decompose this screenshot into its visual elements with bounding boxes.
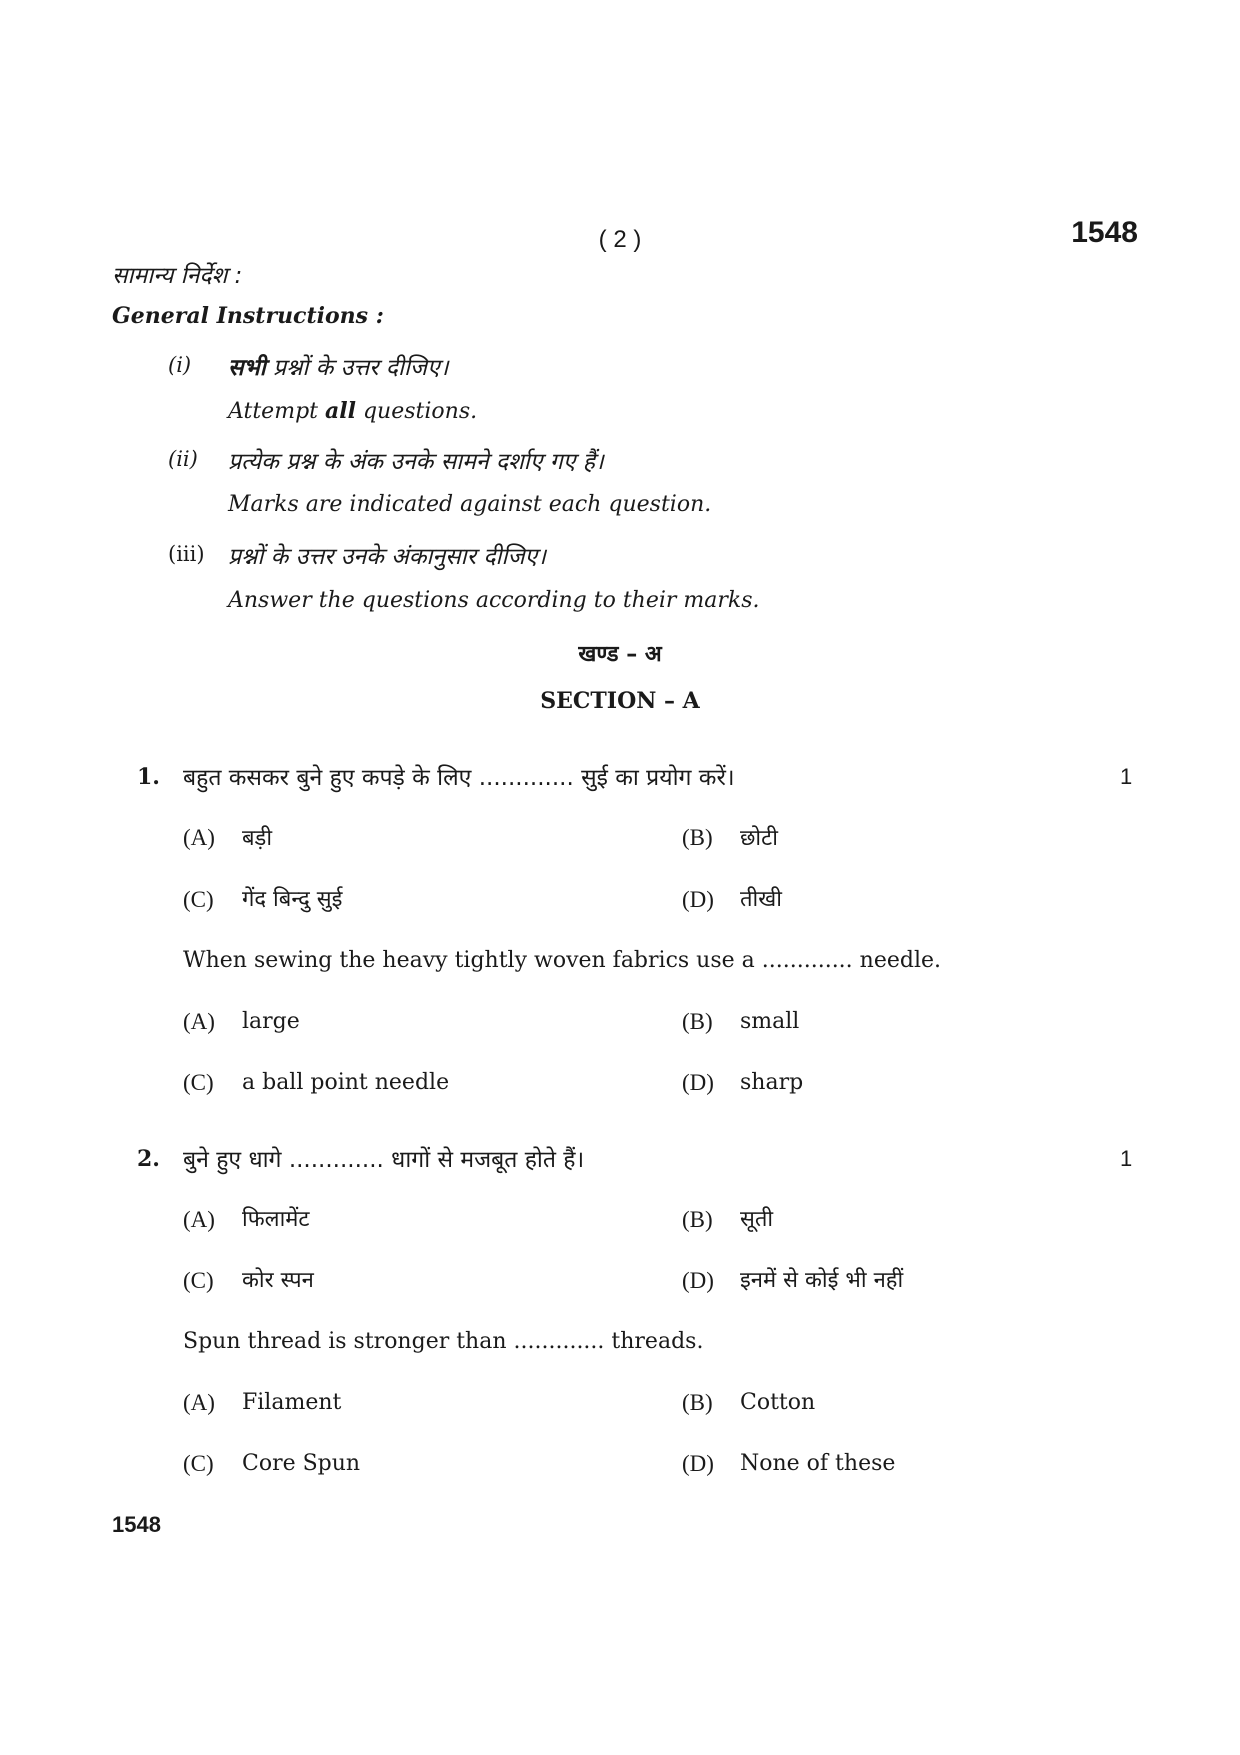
- q2-en-option-c-label: (C): [183, 1451, 214, 1476]
- question-2-marks: 1: [1120, 1146, 1133, 1171]
- q1-hi-option-c-text: गेंद बिन्दु सुई: [242, 887, 343, 912]
- instruction-2-hindi: प्रत्येक प्रश्न के अंक उनके सामने दर्शाए गए हैं।: [228, 449, 604, 475]
- instruction-1-english-emphasis: all: [324, 398, 356, 424]
- q1-hi-option-a-label: (A): [183, 825, 215, 850]
- instruction-1-hindi-text: प्रश्नों के उत्तर दीजिए।: [265, 355, 449, 381]
- q2-hi-option-b-text: सूती: [740, 1207, 774, 1232]
- q2-hi-option-c-text: कोर स्पन: [242, 1268, 314, 1293]
- q2-en-option-d-label: (D): [682, 1451, 714, 1476]
- q1-en-option-a-label: (A): [183, 1009, 215, 1034]
- question-1-text-english: When sewing the heavy tightly woven fabrics use a ............. needle.: [183, 948, 942, 973]
- instruction-2-english: Marks are indicated against each question.: [228, 492, 712, 517]
- question-1-marks: 1: [1120, 764, 1133, 789]
- question-1-text-hindi: बहुत कसकर बुने हुए कपड़े के लिए ............. सुई का प्रयोग करें।: [183, 765, 735, 791]
- q1-en-option-b-text: small: [740, 1009, 800, 1034]
- q2-en-option-a-label: (A): [183, 1390, 215, 1415]
- q1-en-option-c-label: (C): [183, 1070, 214, 1095]
- q1-en-option-c-text: a ball point needle: [242, 1070, 450, 1095]
- q1-en-option-d-label: (D): [682, 1070, 714, 1095]
- question-1-number: 1.: [137, 764, 160, 790]
- instruction-1-english-pre: Attempt: [228, 399, 325, 424]
- q1-hi-option-b-label: (B): [682, 825, 713, 850]
- instruction-1-english-post: questions.: [355, 399, 478, 424]
- q1-en-option-b-label: (B): [682, 1009, 713, 1034]
- q2-hi-option-a-label: (A): [183, 1207, 215, 1232]
- paper-code-top: 1548: [1071, 216, 1138, 249]
- q2-en-option-d-text: None of these: [740, 1451, 896, 1476]
- q2-hi-option-c-label: (C): [183, 1268, 214, 1293]
- instruction-3-number: (iii): [168, 542, 205, 566]
- q1-hi-option-d-text: तीखी: [740, 887, 782, 912]
- q2-hi-option-d-text: इनमें से कोई भी नहीं: [740, 1268, 904, 1293]
- instruction-1-english: [228, 398, 477, 424]
- instruction-1-hindi: [228, 350, 448, 382]
- q1-hi-option-c-label: (C): [183, 887, 214, 912]
- instruction-1-hindi-emphasis: सभी: [228, 355, 266, 381]
- q2-hi-option-d-label: (D): [682, 1268, 714, 1293]
- q2-hi-option-b-label: (B): [682, 1207, 713, 1232]
- section-title-english: SECTION – A: [540, 688, 700, 714]
- paper-code-bottom: 1548: [112, 1512, 161, 1537]
- q1-hi-option-b-text: छोटी: [740, 826, 778, 851]
- instruction-3-english: Answer the questions according to their marks.: [228, 588, 760, 613]
- q2-en-option-b-label: (B): [682, 1390, 713, 1415]
- q1-hi-option-d-label: (D): [682, 887, 714, 912]
- instructions-heading-english: General Instructions :: [112, 303, 384, 329]
- question-2-text-english: Spun thread is stronger than ............. threads.: [183, 1329, 704, 1354]
- q1-hi-option-a-text: बड़ी: [242, 826, 273, 851]
- section-title-hindi: खण्ड – अ: [578, 642, 662, 667]
- instruction-3-hindi: प्रश्नों के उत्तर उनके अंकानुसार दीजिए।: [228, 544, 546, 570]
- q2-hi-option-a-text: फिलामेंट: [242, 1207, 310, 1232]
- q1-en-option-a-text: large: [242, 1009, 300, 1034]
- instruction-2-number: (ii): [168, 447, 198, 471]
- page-number: ( 2 ): [598, 226, 642, 253]
- q2-en-option-c-text: Core Spun: [242, 1451, 361, 1476]
- q1-en-option-d-text: sharp: [740, 1070, 804, 1095]
- instruction-1-number: (i): [168, 353, 192, 377]
- question-2-text-hindi: बुने हुए धागे ............. धागों से मजबूत होते हैं।: [183, 1147, 585, 1173]
- question-2-number: 2.: [137, 1146, 160, 1172]
- q2-en-option-b-text: Cotton: [740, 1390, 816, 1415]
- q2-en-option-a-text: Filament: [242, 1390, 342, 1415]
- instructions-heading-hindi: सामान्य निर्देश :: [112, 263, 243, 289]
